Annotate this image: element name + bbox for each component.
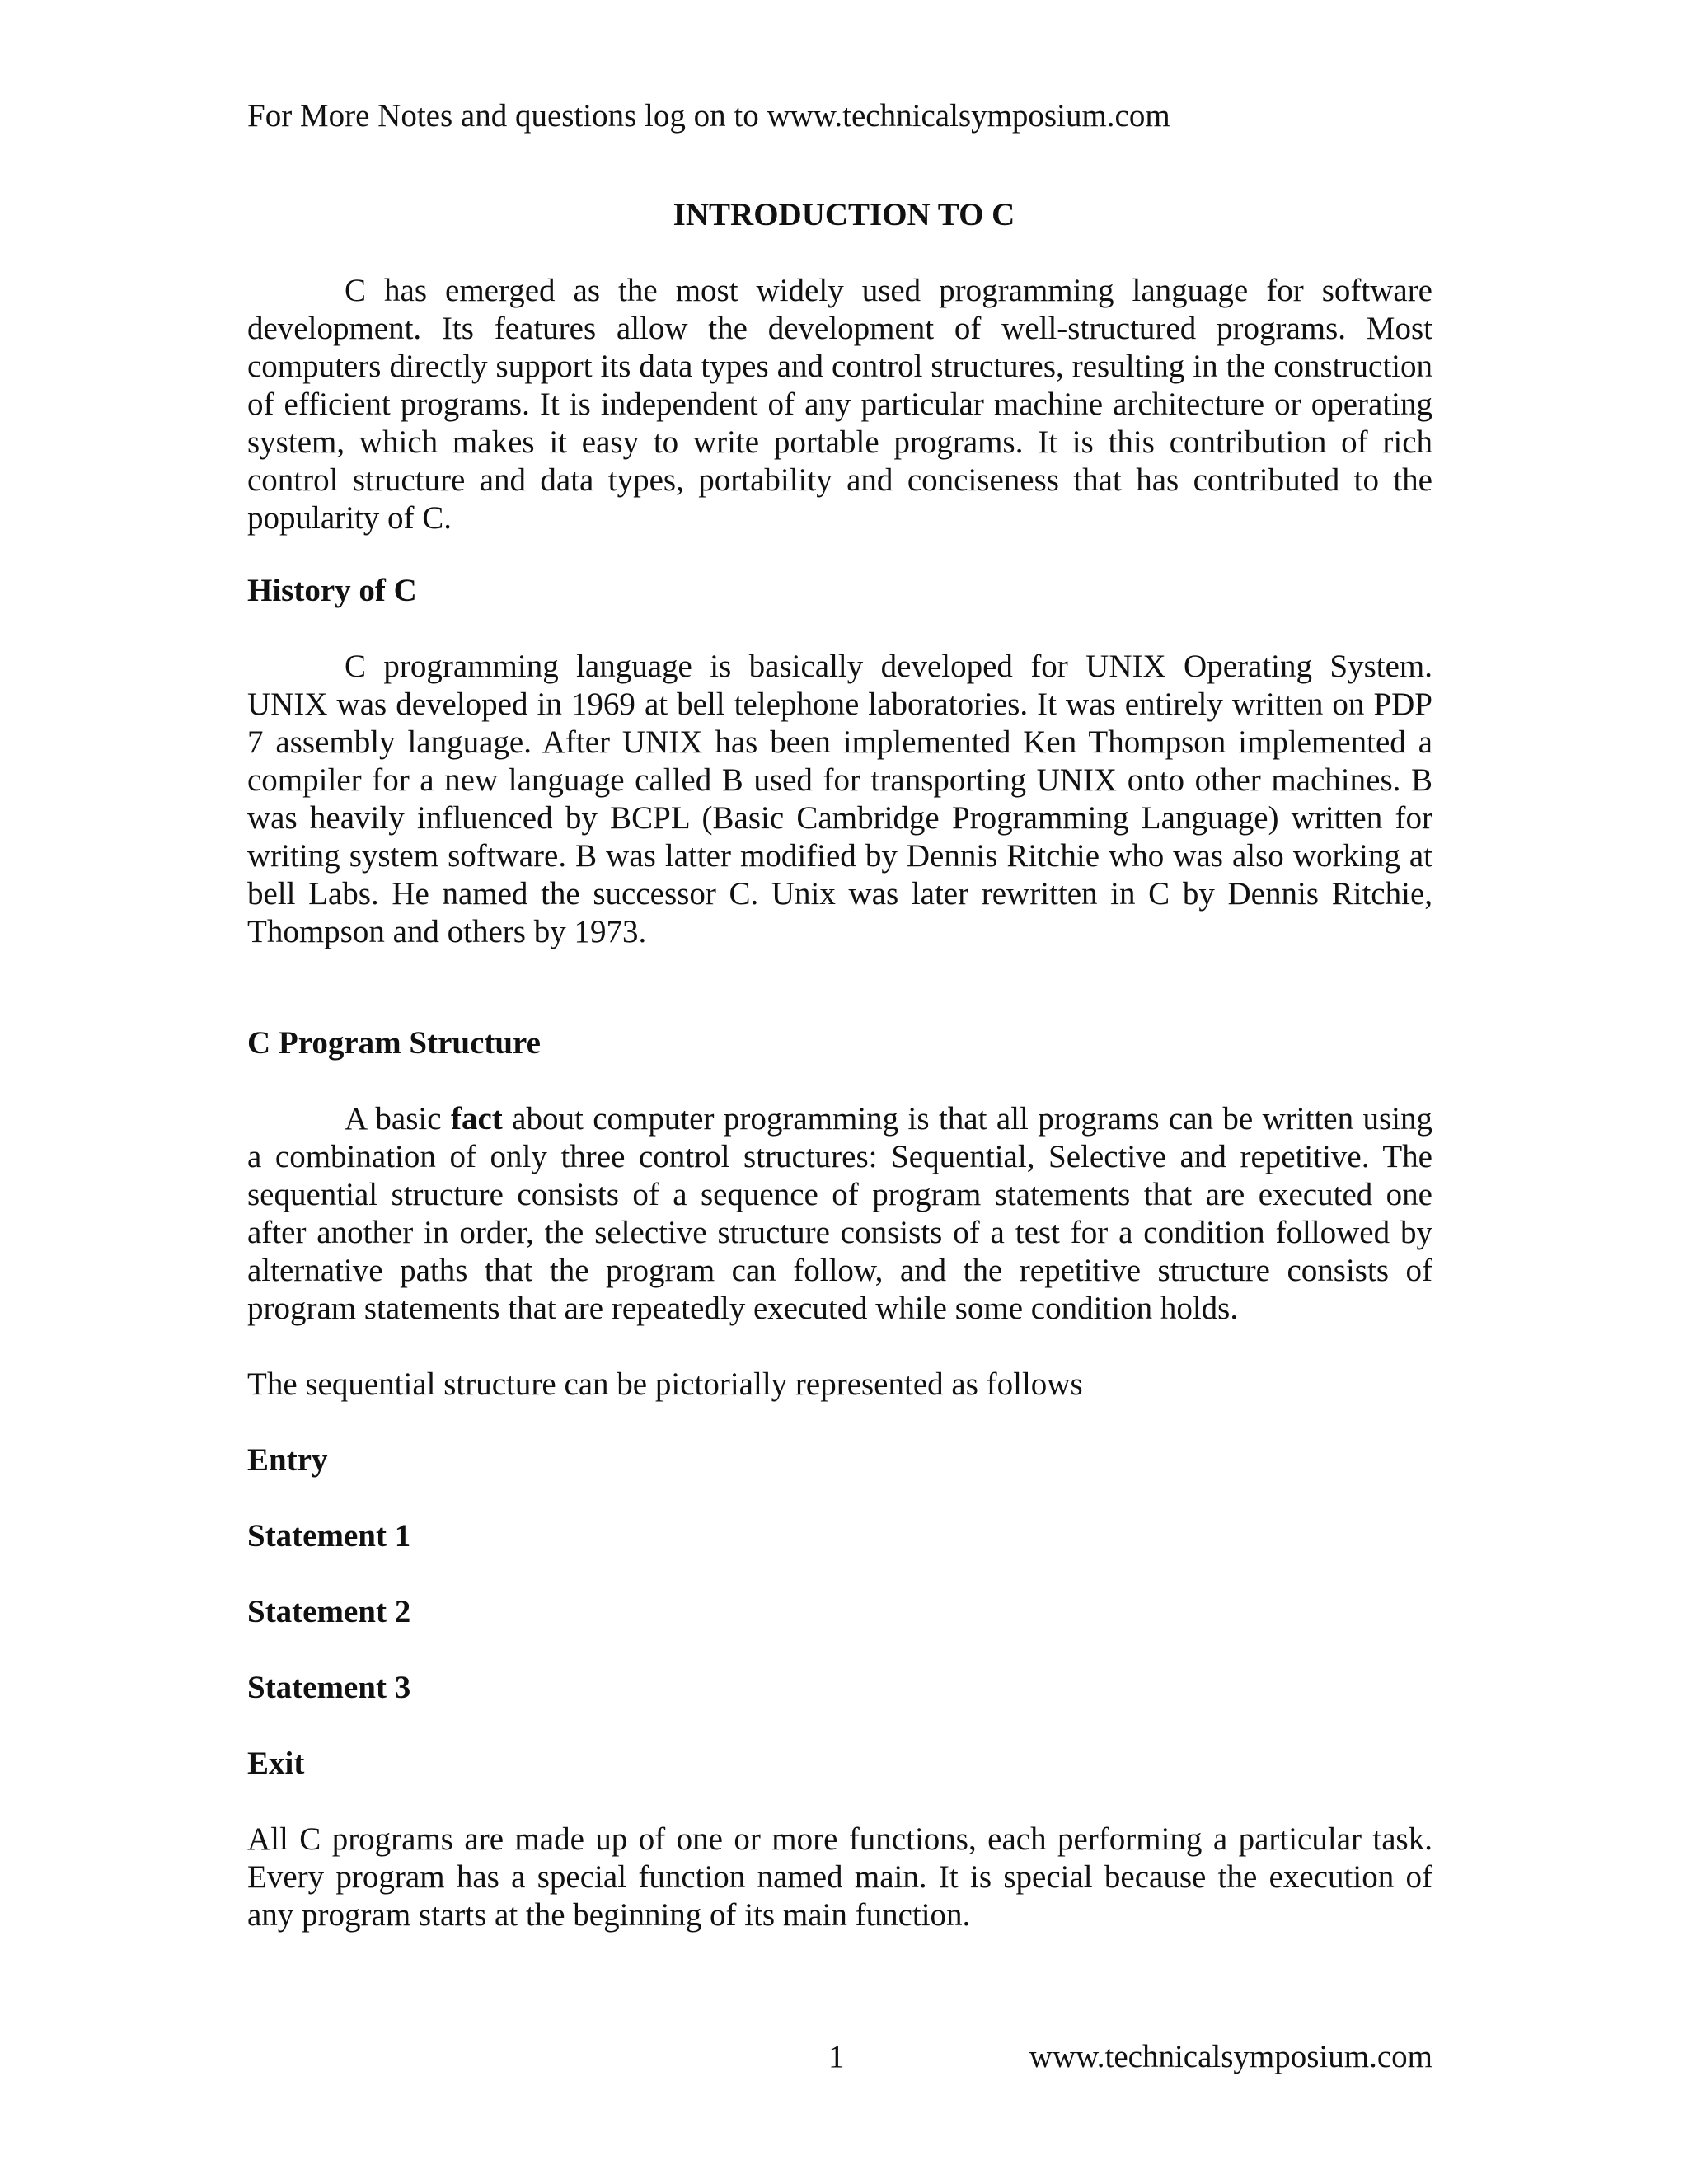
footer-url: www.technicalsymposium.com [1029,2039,1432,2074]
step-statement-3: Statement 3 [247,1670,411,1705]
history-heading: History of C [247,573,417,608]
page-number: 1 [828,2039,845,2074]
structure-paragraph [247,1100,1432,1328]
structure-para-bold: fact [450,1101,503,1137]
closing-section [247,1821,1432,1934]
sequential-note-section [247,1366,1432,1404]
structure-para-prefix: A basic [345,1101,442,1137]
structure-heading: C Program Structure [247,1025,541,1061]
history-paragraph: C programming language is basically developed for UNIX Operating System. UNIX was developed in 1969 at bell telephone laboratories. It was entirely written on PDP 7 assembly language. After UNIX has been implemented Ken Thompson implemented a compiler for a new language called B used for transporting UNIX onto other machines. B was heavily influenced by BCPL (Basic Cambridge Programming Language) written for writing system software. B was latter modified by Dennis Ritchie who was also working at bell Labs. He named the successor C. Unix was later rewritten in C by Dennis Ritchie, Thompson and others by 1973. [247,649,1432,949]
history-section [247,648,1432,951]
page-title: INTRODUCTION TO C [673,197,1015,232]
step-entry: Entry [247,1442,328,1478]
header-note: For More Notes and questions log on to www.technicalsymposium.com [247,98,1170,134]
step-exit: Exit [247,1746,305,1781]
structure-section [247,1100,1432,1328]
step-statement-2: Statement 2 [247,1594,411,1629]
structure-para-rest: about computer programming is that all programs can be written using a combination of only three control structures: Sequential, Selective and repetitive. The sequential structure consists of a sequence of program statements that are executed one after another in order, the selective structure consists of a test for a condition followed by alternative paths that the program can follow, and the repetitive structure consists of program statements that are repeatedly executed while some condition holds. [247,1101,1433,1326]
intro-paragraph: C has emerged as the most widely used programming language for software development. Its features allow the development of well-structured programs. Most computers directly support its data types and control structures, resulting in the construction of efficient programs. It is independent of any particular machine architecture or operating system, which makes it easy to write portable programs. It is this contribution of rich control structure and data types, portability and conciseness that has contributed to the popularity of C. [247,273,1432,536]
closing-paragraph: All C programs are made up of one or more functions, each performing a particular task. Every program has a special function named main. It is special because the execution of any program starts at the beginning of its main function. [247,1821,1432,1933]
sequential-note: The sequential structure can be pictorially represented as follows [247,1366,1083,1402]
intro-section [247,272,1432,537]
step-statement-1: Statement 1 [247,1518,411,1554]
